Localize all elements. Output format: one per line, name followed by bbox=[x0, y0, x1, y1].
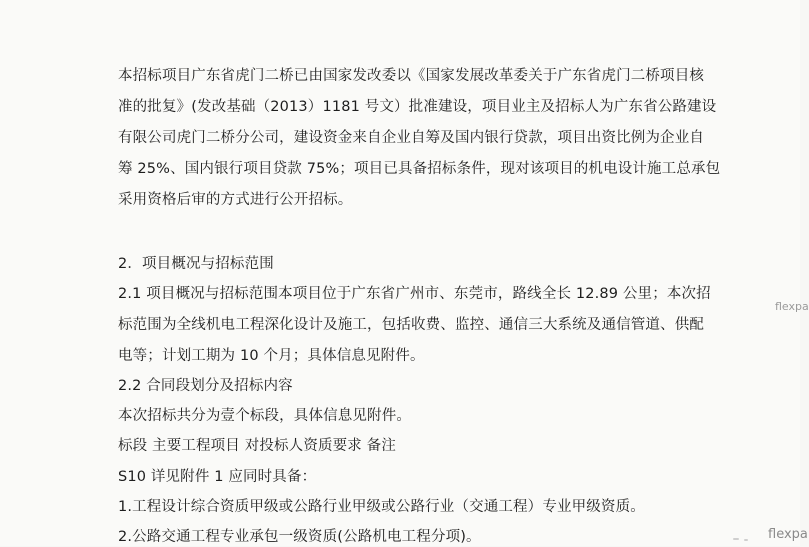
watermark-side: flexpa bbox=[775, 300, 809, 313]
paragraph1-line-1: 本招标项目广东省虎门二桥已由国家发改委以《国家发展改革委关于广东省虎门二桥项目核 bbox=[118, 68, 704, 84]
scan-speck bbox=[733, 538, 739, 540]
paragraph1-line-3: 有限公司虎门二桥分公司，建设资金来自企业自筹及国内银行贷款，项目出资比例为企业自 bbox=[118, 130, 704, 146]
section2-2-line-3: S10 详见附件 1 应同时具备： bbox=[118, 469, 317, 485]
section2-heading: 2．项目概况与招标范围 bbox=[118, 256, 274, 272]
section2-1-line-2: 标范围为全线机电工程深化设计及施工，包括收费、监控、通信三大系统及通信管道、供配 bbox=[118, 317, 704, 333]
section2-1-line-1: 2.1 项目概况与招标范围本项目位于广东省广州市、东莞市，路线全长 12.89 公里；本次招 bbox=[118, 286, 711, 302]
section2-2-heading: 2.2 合同段划分及招标内容 bbox=[118, 378, 293, 394]
section2-2-line-1: 本次招标共分为壹个标段，具体信息见附件。 bbox=[118, 408, 411, 424]
section2-2-line-5: 2.公路交通工程专业承包一级资质(公路机电工程分项)。 bbox=[118, 529, 481, 545]
paragraph1-line-4: 筹 25%、国内银行项目贷款 75%；项目已具备招标条件，现对该项目的机电设计施工总承包 bbox=[118, 161, 721, 177]
section2-2-line-2: 标段 主要工程项目 对投标人资质要求 备注 bbox=[118, 438, 396, 454]
watermark-bottom: flexpa bbox=[768, 527, 808, 542]
section2-2-line-4: 1.工程设计综合资质甲级或公路行业甲级或公路行业（交通工程）专业甲级资质。 bbox=[118, 499, 645, 515]
paragraph1-line-2: 准的批复》(发改基础（2013）1181 号文）批准建设，项目业主及招标人为广东省公路建设 bbox=[118, 99, 717, 115]
paragraph1-line-5: 采用资格后审的方式进行公开招标。 bbox=[118, 192, 353, 208]
section2-1-line-3: 电等；计划工期为 10 个月；具体信息见附件。 bbox=[118, 348, 425, 364]
scan-speck bbox=[744, 539, 748, 541]
